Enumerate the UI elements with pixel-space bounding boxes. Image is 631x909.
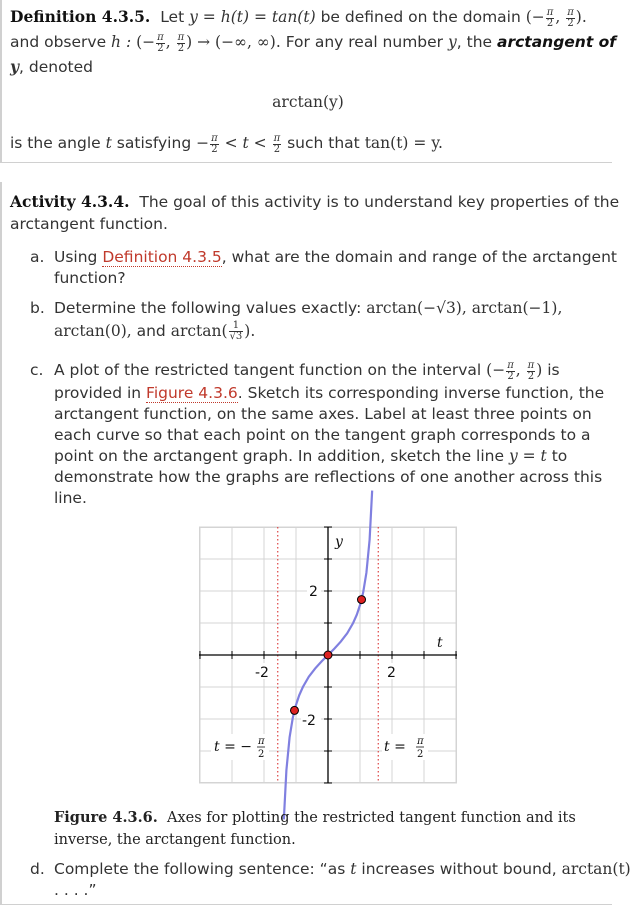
definition-title: Definition 4.3.5. — [10, 7, 151, 26]
item-d-line-1: Complete the following sentence: “as t increases without bound, arctan(t) — [54, 860, 631, 878]
curve-point — [290, 706, 298, 714]
tangent-plot[interactable] — [199, 527, 457, 783]
tick-label-t-2: 2 — [387, 665, 396, 681]
figure-link[interactable]: Figure 4.3.6 — [146, 384, 238, 402]
figure-caption-line-1: Figure 4.3.6. Axes for plotting the restricted tangent function and its — [54, 809, 576, 826]
tick-label-t-neg2: -2 — [255, 665, 269, 681]
item-b-marker: b. — [30, 299, 45, 317]
definition-link[interactable]: Definition 4.3.5 — [102, 248, 222, 266]
item-c-line-5: point on the arctangent graph. In addition, sketch the line y = t to — [54, 447, 568, 465]
tick-label-y-2: 2 — [309, 584, 318, 600]
item-a-line-1: Using Definition 4.3.5, what are the domain and range of the arctangent — [54, 248, 617, 266]
item-c-line-1: A plot of the restricted tangent function on the interval (− $\frac{\pi}{2}$ , $\frac{\pi}{2}$ ) is — [54, 359, 560, 382]
item-c-line-3: arctangent function, on the same axes. Label at least three points on — [54, 405, 592, 423]
definition-display-math: arctan(y) — [272, 93, 344, 111]
item-c-line-4: each curve so that each point on the tangent graph corresponds to a — [54, 426, 591, 444]
asymptote-label-left — [211, 734, 269, 760]
defined-term: arctangent of — [497, 33, 617, 51]
curve-point — [358, 596, 366, 604]
svg-text:2: 2 — [258, 749, 265, 760]
item-c-line-7: line. — [54, 489, 87, 507]
item-a-marker: a. — [30, 248, 45, 266]
figure-caption-line-2: inverse, the arctangent function. — [54, 832, 296, 848]
svg-text:t =: t = — [384, 739, 406, 755]
y-axis-label: y — [335, 534, 343, 550]
svg-text:2: 2 — [417, 749, 424, 760]
asymptote-label-right — [382, 734, 428, 760]
svg-text:π: π — [417, 736, 424, 747]
item-b-line-2: arctan(0), and arctan( $\frac{1}{√3}$ ). — [54, 320, 256, 342]
t-axis-label: t — [437, 635, 443, 651]
tick-label-y-neg2: -2 — [302, 713, 316, 729]
activity-title: Activity 4.3.4. — [10, 192, 130, 211]
svg-text:π: π — [258, 736, 265, 747]
definition-line-1: Definition 4.3.5. Let y = h(t) = tan(t) be defined on the domain (− $\frac{\pi}{2}$ , $\frac{\pi}{2}$ ). — [10, 6, 587, 29]
definition-line-3: y, denoted — [10, 57, 94, 76]
item-c-line-6: demonstrate how the graphs are reflections of one another across this — [54, 468, 603, 486]
item-c-line-2: provided in Figure 4.3.6. Sketch its corresponding inverse function, the — [54, 384, 605, 402]
figure-label: Figure 4.3.6. — [54, 809, 158, 826]
definition-line-4: is the angle t satisfying − $\frac{\pi}{2}$ < t < $\frac{\pi}{2}$ such that tan(t) = y. — [10, 132, 443, 155]
item-d-marker: d. — [30, 860, 45, 878]
item-d-line-2: . . . .” — [54, 881, 97, 899]
item-a-line-2: function? — [54, 269, 126, 287]
svg-text:t = −: t = − — [214, 739, 252, 755]
item-b-line-1: Determine the following values exactly: arctan(−√3), arctan(−1), — [54, 299, 563, 317]
item-c-marker: c. — [30, 361, 44, 379]
curve-point — [324, 651, 332, 659]
activity-intro-line-1: Activity 4.3.4. The goal of this activity is to understand key properties of the — [10, 192, 620, 211]
definition-line-2: and observe h : (− $\frac{\pi}{2}$ , $\frac{\pi}{2}$ ) → (−∞, ∞). For any real number y, the arctangent of — [10, 31, 617, 54]
activity-intro-line-2: arctangent function. — [10, 215, 168, 233]
